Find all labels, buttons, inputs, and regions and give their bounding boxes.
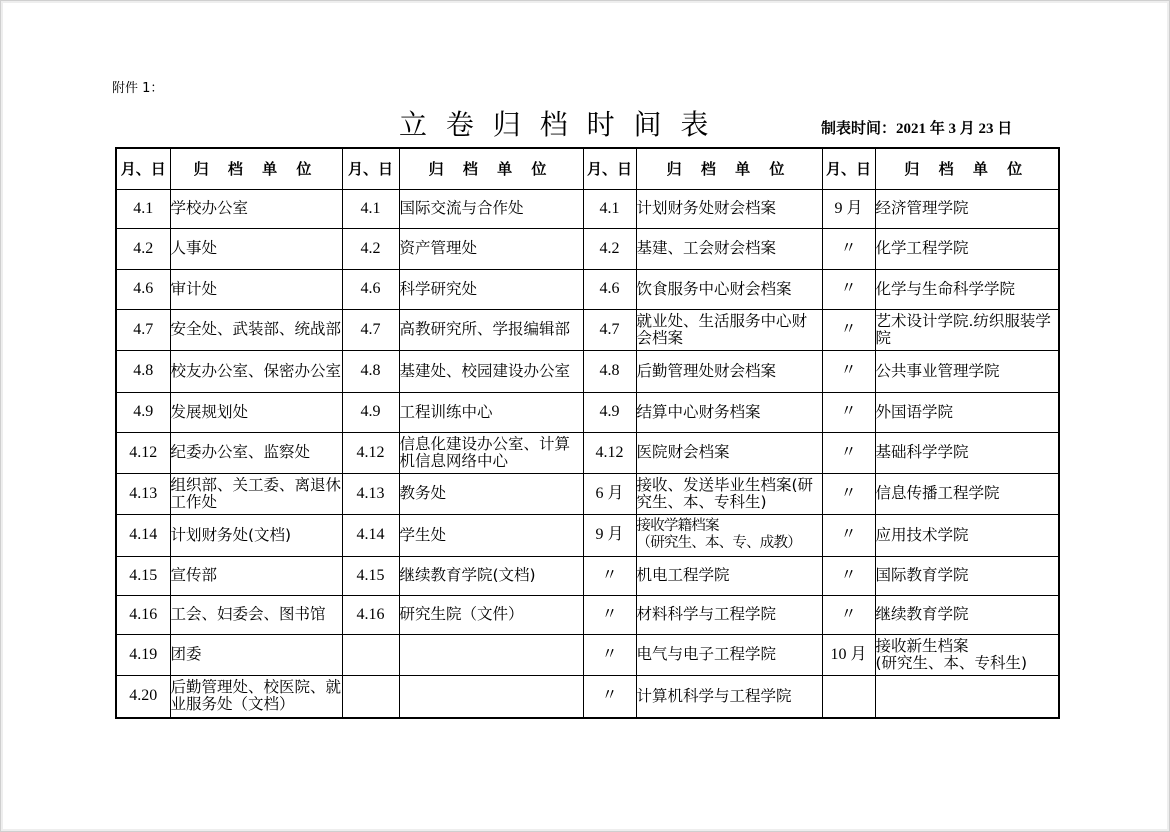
date-cell-r9-g3: 9 月 (583, 514, 636, 556)
unit-cell-r11-g1: 工会、妇委会、图书馆 (170, 595, 342, 634)
date-cell-r10-g1: 4.15 (116, 556, 170, 595)
unit-cell-r13-g1: 后勤管理处、校医院、就业服务处（文档） (170, 675, 342, 718)
date-cell-r9-g1: 4.14 (116, 514, 170, 556)
table-row (116, 634, 1059, 675)
date-cell-r13-g1: 4.20 (116, 675, 170, 718)
unit-cell-r12-g1: 团委 (170, 634, 342, 675)
date-cell-r13-g4 (822, 675, 875, 718)
unit-cell-r6-g3: 结算中心财务档案 (636, 392, 822, 432)
unit-cell-r10-g2: 继续教育学院(文档) (399, 556, 583, 595)
unit-cell-r2-g1: 人事处 (170, 228, 342, 269)
date-cell-r5-g4: 〃 (822, 350, 875, 392)
unit-cell-r2-g2: 资产管理处 (399, 228, 583, 269)
unit-cell-r4-g2: 高教研究所、学报编辑部 (399, 309, 583, 350)
unit-cell-r11-g2: 研究生院（文件） (399, 595, 583, 634)
unit-cell-r11-g4: 继续教育学院 (875, 595, 1059, 634)
date-cell-r10-g4: 〃 (822, 556, 875, 595)
unit-cell-r3-g3: 饮食服务中心财会档案 (636, 269, 822, 309)
table-row (116, 595, 1059, 634)
date-cell-r5-g3: 4.8 (583, 350, 636, 392)
date-cell-r7-g1: 4.12 (116, 432, 170, 473)
unit-cell-r4-g3: 就业处、生活服务中心财会档案 (636, 309, 822, 350)
date-cell-r13-g3: 〃 (583, 675, 636, 718)
unit-cell-r13-g4 (875, 675, 1059, 718)
date-cell-r2-g1: 4.2 (116, 228, 170, 269)
date-cell-r11-g2: 4.16 (342, 595, 399, 634)
header-date-g4: 月、日 (822, 148, 875, 189)
made-date: 制表时间：2021 年 3 月 23 日 (821, 121, 1013, 137)
date-cell-r4-g3: 4.7 (583, 309, 636, 350)
unit-cell-r2-g3: 基建、工会财会档案 (636, 228, 822, 269)
date-cell-r1-g1: 4.1 (116, 189, 170, 228)
date-cell-r12-g4: 10 月 (822, 634, 875, 675)
date-cell-r3-g1: 4.6 (116, 269, 170, 309)
date-cell-r10-g3: 〃 (583, 556, 636, 595)
table-row (116, 675, 1059, 718)
date-cell-r12-g2 (342, 634, 399, 675)
date-cell-r6-g4: 〃 (822, 392, 875, 432)
unit-cell-r6-g2: 工程训练中心 (399, 392, 583, 432)
table-row (116, 350, 1059, 392)
unit-cell-r8-g3: 接收、发送毕业生档案(研究生、本、专科生) (636, 473, 822, 514)
unit-cell-r1-g2: 国际交流与合作处 (399, 189, 583, 228)
header-row (116, 148, 1059, 189)
date-cell-r4-g1: 4.7 (116, 309, 170, 350)
date-cell-r4-g2: 4.7 (342, 309, 399, 350)
unit-cell-r5-g2: 基建处、校园建设办公室 (399, 350, 583, 392)
date-cell-r7-g3: 4.12 (583, 432, 636, 473)
table-row (116, 392, 1059, 432)
date-cell-r11-g3: 〃 (583, 595, 636, 634)
unit-cell-r7-g3: 医院财会档案 (636, 432, 822, 473)
unit-cell-r1-g1: 学校办公室 (170, 189, 342, 228)
unit-cell-r5-g1: 校友办公室、保密办公室 (170, 350, 342, 392)
date-cell-r8-g1: 4.13 (116, 473, 170, 514)
date-cell-r8-g4: 〃 (822, 473, 875, 514)
unit-cell-r7-g2: 信息化建设办公室、计算机信息网络中心 (399, 432, 583, 473)
table-row (116, 432, 1059, 473)
unit-cell-r9-g2: 学生处 (399, 514, 583, 556)
table-row (116, 309, 1059, 350)
date-cell-r8-g3: 6 月 (583, 473, 636, 514)
unit-cell-r8-g2: 教务处 (399, 473, 583, 514)
table-row (116, 269, 1059, 309)
unit-cell-r3-g1: 审计处 (170, 269, 342, 309)
date-cell-r6-g3: 4.9 (583, 392, 636, 432)
unit-cell-r8-g4: 信息传播工程学院 (875, 473, 1059, 514)
unit-cell-r1-g3: 计划财务处财会档案 (636, 189, 822, 228)
unit-cell-r12-g3: 电气与电子工程学院 (636, 634, 822, 675)
date-cell-r5-g1: 4.8 (116, 350, 170, 392)
header-unit-g4: 归 档 单 位 (875, 148, 1059, 189)
unit-cell-r11-g3: 材料科学与工程学院 (636, 595, 822, 634)
unit-cell-r10-g4: 国际教育学院 (875, 556, 1059, 595)
unit-cell-r7-g4: 基础科学学院 (875, 432, 1059, 473)
date-cell-r11-g4: 〃 (822, 595, 875, 634)
date-cell-r1-g3: 4.1 (583, 189, 636, 228)
unit-cell-r12-g2 (399, 634, 583, 675)
date-cell-r13-g2 (342, 675, 399, 718)
table-row (116, 514, 1059, 556)
date-cell-r2-g4: 〃 (822, 228, 875, 269)
document-title: 立 卷 归 档 时 间 表 (399, 108, 714, 141)
unit-cell-r5-g4: 公共事业管理学院 (875, 350, 1059, 392)
unit-cell-r10-g3: 机电工程学院 (636, 556, 822, 595)
date-cell-r12-g1: 4.19 (116, 634, 170, 675)
date-cell-r2-g3: 4.2 (583, 228, 636, 269)
unit-cell-r13-g2 (399, 675, 583, 718)
date-cell-r11-g1: 4.16 (116, 595, 170, 634)
unit-cell-r6-g1: 发展规划处 (170, 392, 342, 432)
header-unit-g3: 归 档 单 位 (636, 148, 822, 189)
unit-cell-r5-g3: 后勤管理处财会档案 (636, 350, 822, 392)
date-cell-r7-g2: 4.12 (342, 432, 399, 473)
unit-cell-r9-g1: 计划财务处(文档) (170, 514, 342, 556)
unit-cell-r4-g1: 安全处、武装部、统战部 (170, 309, 342, 350)
header-unit-g2: 归 档 单 位 (399, 148, 583, 189)
header-date-g3: 月、日 (583, 148, 636, 189)
date-cell-r3-g2: 4.6 (342, 269, 399, 309)
unit-cell-r3-g2: 科学研究处 (399, 269, 583, 309)
attachment-label: 附件 1： (112, 81, 164, 96)
date-cell-r10-g2: 4.15 (342, 556, 399, 595)
unit-cell-r1-g4: 经济管理学院 (875, 189, 1059, 228)
unit-cell-r9-g4: 应用技术学院 (875, 514, 1059, 556)
header-date-g2: 月、日 (342, 148, 399, 189)
unit-cell-r13-g3: 计算机科学与工程学院 (636, 675, 822, 718)
header-unit-g1: 归 档 单 位 (170, 148, 342, 189)
date-cell-r8-g2: 4.13 (342, 473, 399, 514)
unit-cell-r3-g4: 化学与生命科学学院 (875, 269, 1059, 309)
date-cell-r7-g4: 〃 (822, 432, 875, 473)
table-row (116, 228, 1059, 269)
date-cell-r1-g4: 9 月 (822, 189, 875, 228)
date-cell-r2-g2: 4.2 (342, 228, 399, 269)
unit-cell-r7-g1: 纪委办公室、监察处 (170, 432, 342, 473)
date-cell-r9-g2: 4.14 (342, 514, 399, 556)
unit-cell-r12-g4: 接收新生档案 (研究生、本、专科生) (875, 634, 1059, 675)
unit-cell-r4-g4: 艺术设计学院.纺织服装学院 (875, 309, 1059, 350)
date-cell-r5-g2: 4.8 (342, 350, 399, 392)
header-date-g1: 月、日 (116, 148, 170, 189)
date-cell-r3-g3: 4.6 (583, 269, 636, 309)
unit-cell-r6-g4: 外国语学院 (875, 392, 1059, 432)
date-cell-r6-g1: 4.9 (116, 392, 170, 432)
date-cell-r4-g4: 〃 (822, 309, 875, 350)
date-cell-r12-g3: 〃 (583, 634, 636, 675)
table-row (116, 189, 1059, 228)
date-cell-r6-g2: 4.9 (342, 392, 399, 432)
date-cell-r9-g4: 〃 (822, 514, 875, 556)
unit-cell-r2-g4: 化学工程学院 (875, 228, 1059, 269)
date-cell-r3-g4: 〃 (822, 269, 875, 309)
unit-cell-r10-g1: 宣传部 (170, 556, 342, 595)
date-cell-r1-g2: 4.1 (342, 189, 399, 228)
table-row (116, 473, 1059, 514)
unit-cell-r8-g1: 组织部、关工委、离退休工作处 (170, 473, 342, 514)
table-row (116, 556, 1059, 595)
unit-cell-r9-g3: 接收学籍档案 （研究生、本、专、成教） (636, 514, 822, 556)
archive-schedule-table (115, 147, 1060, 719)
